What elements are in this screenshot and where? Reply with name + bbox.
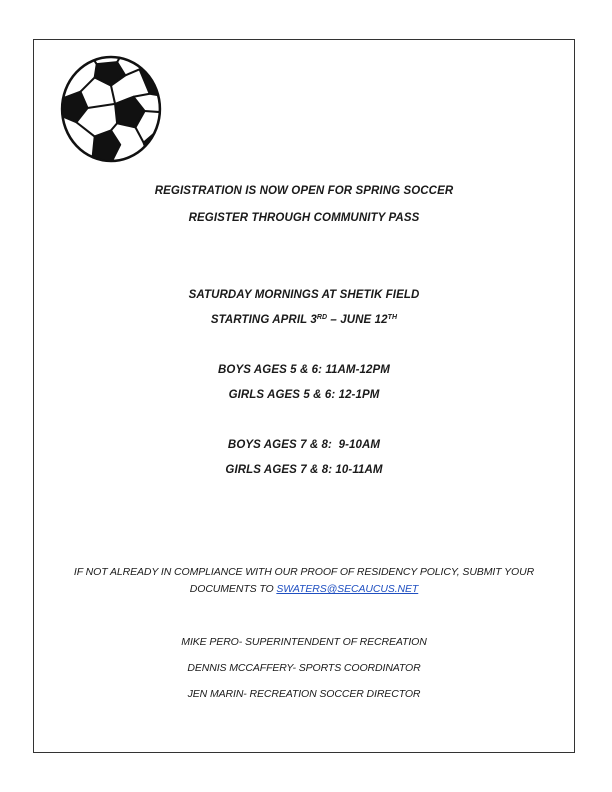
email-link[interactable]: SWATERS@SECAUCUS.NET — [276, 583, 419, 595]
schedule-girls-5-6: GIRLS AGES 5 & 6: 12-1PM — [228, 389, 380, 401]
location: SATURDAY MORNINGS AT SHETIK FIELD — [188, 289, 420, 301]
date-end: – JUNE 12 — [327, 314, 388, 326]
schedule-boys-7-8: BOYS AGES 7 & 8: 9-10AM — [227, 439, 381, 451]
schedule-boys-5-6: BOYS AGES 5 & 6: 11AM-12PM — [218, 364, 390, 376]
residency-notice: IF NOT ALREADY IN COMPLIANCE WITH OUR PROOF OF RESIDENCY POLICY, SUBMIT YOUR — [73, 566, 535, 578]
subhead: REGISTER THROUGH COMMUNITY PASS — [188, 212, 420, 224]
schedule-girls-7-8: GIRLS AGES 7 & 8: 10-11AM — [225, 464, 383, 476]
date-end-suffix: TH — [387, 314, 398, 321]
residency-prefix: DOCUMENTS TO — [189, 583, 277, 595]
headline: REGISTRATION IS NOW OPEN FOR SPRING SOCCER — [154, 185, 454, 197]
contact-superintendent: MIKE PERO- SUPERINTENDENT OF RECREATION — [181, 636, 427, 648]
soccer-ball-icon — [60, 55, 162, 163]
date-start: STARTING APRIL 3 — [210, 314, 317, 326]
contact-soccer-director: JEN MARIN- RECREATION SOCCER DIRECTOR — [187, 688, 421, 700]
residency-notice-2 — [33, 583, 575, 595]
date-start-suffix: RD — [316, 314, 328, 321]
contact-sports-coordinator: DENNIS MCCAFFERY- SPORTS COORDINATOR — [187, 662, 421, 674]
date-range — [33, 314, 575, 326]
